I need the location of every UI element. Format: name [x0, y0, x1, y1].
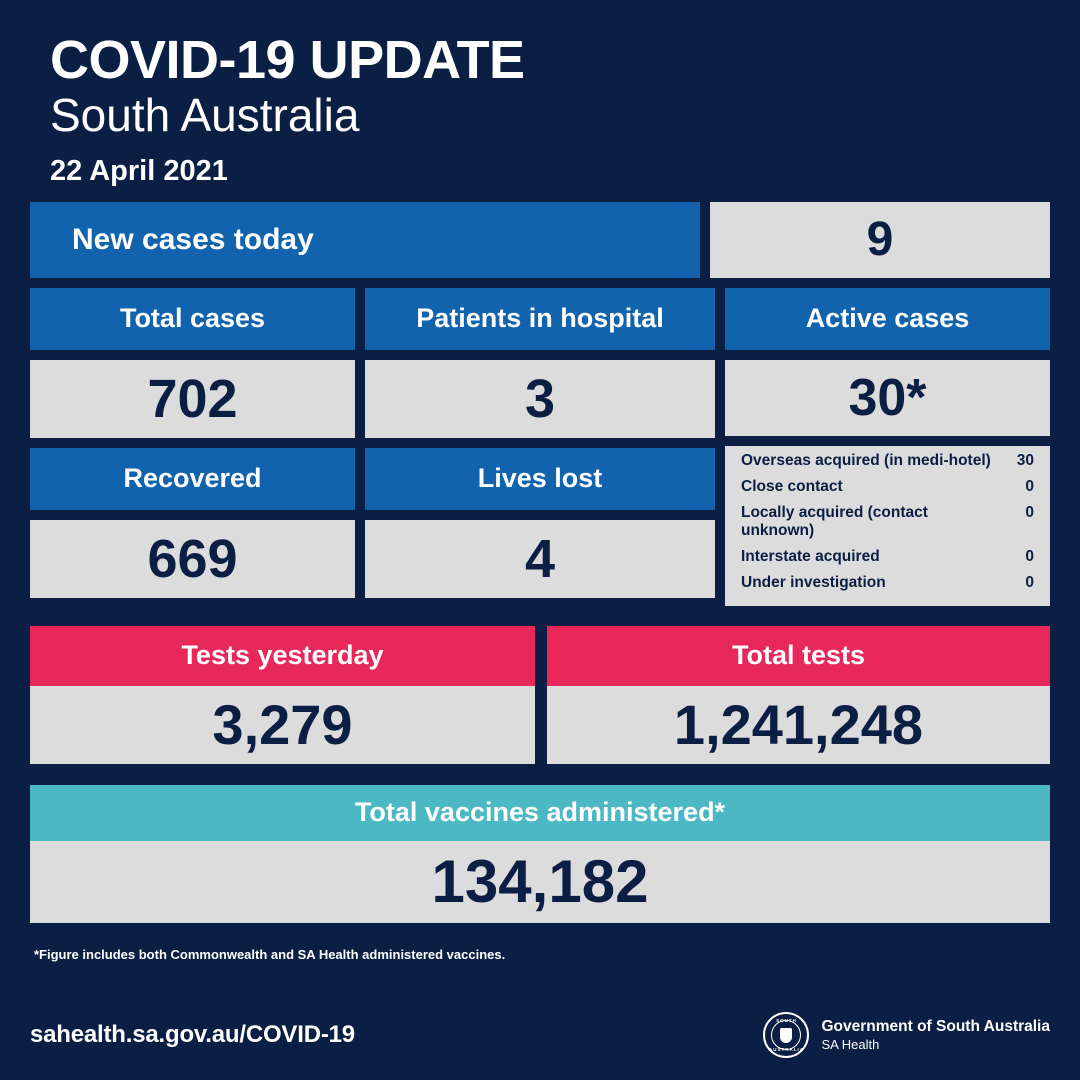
total-tests-label: Total tests: [547, 626, 1050, 686]
breakdown-row: [739, 544, 1036, 570]
total-tests-block: [547, 626, 1050, 764]
active-cases-label: Active cases: [725, 288, 1050, 350]
vaccines-block: [30, 785, 1050, 923]
patients-in-hospital-label: Patients in hospital: [365, 288, 715, 350]
column-active-cases: [725, 288, 1050, 606]
column-hospital-lives: [365, 288, 715, 606]
breakdown-label: Locally acquired (contact unknown): [741, 503, 928, 539]
website-url[interactable]: sahealth.sa.gov.au/COVID-19: [30, 1021, 355, 1048]
footnote: *Figure includes both Commonwealth and SA Health administered vaccines.: [34, 946, 506, 962]
breakdown-value: 0: [1025, 477, 1034, 495]
breakdown-value: 0: [1025, 573, 1034, 591]
brand-government-line: Government of South Australia: [821, 1018, 1050, 1036]
recovered-label: Recovered: [30, 448, 355, 510]
tests-block: [30, 626, 1050, 764]
crest-top-text: SOUTH: [776, 1018, 797, 1023]
new-cases-value: 9: [710, 202, 1050, 278]
patients-in-hospital-value: 3: [365, 360, 715, 438]
page-title: COVID-19 UPDATE: [50, 30, 525, 90]
breakdown-row: [739, 474, 1036, 500]
total-cases-label: Total cases: [30, 288, 355, 350]
new-cases-label: New cases today: [30, 202, 700, 278]
breakdown-label: Under investigation: [741, 573, 886, 591]
brand-sahealth-line: SA Health: [821, 1036, 880, 1052]
breakdown-value: 0: [1025, 547, 1034, 565]
breakdown-label: Close contact: [741, 477, 843, 495]
vaccines-value: 134,182: [30, 841, 1050, 923]
middle-stats-block: [30, 288, 1050, 606]
breakdown-label: Overseas acquired (in medi-hotel): [741, 451, 991, 469]
crest-inner-ring: [771, 1020, 801, 1050]
total-cases-value: 702: [30, 360, 355, 438]
lives-lost-value: 4: [365, 520, 715, 598]
footer: [30, 1012, 1050, 1058]
breakdown-row: [739, 448, 1036, 474]
recovered-value: 669: [30, 520, 355, 598]
tests-yesterday-value: 3,279: [30, 686, 535, 764]
sa-health-brand: [763, 1012, 1050, 1058]
crest-bottom-text: AUSTRALIA: [768, 1047, 804, 1052]
breakdown-label: Interstate acquired: [741, 547, 880, 565]
tests-yesterday-label: Tests yesterday: [30, 626, 535, 686]
total-tests-value: 1,241,248: [547, 686, 1050, 764]
breakdown-value: 0: [1025, 503, 1034, 521]
active-cases-value: 30*: [725, 360, 1050, 436]
tests-yesterday-block: [30, 626, 535, 764]
breakdown-row: [739, 570, 1036, 596]
report-date: 22 April 2021: [50, 154, 228, 187]
column-total-recovered: [30, 288, 355, 606]
breakdown-value: 30: [1016, 451, 1034, 469]
vaccines-label: Total vaccines administered*: [30, 785, 1050, 841]
header: [30, 0, 1050, 202]
stats-grid: [30, 202, 1050, 962]
lives-lost-label: Lives lost: [365, 448, 715, 510]
government-crest-icon: [763, 1012, 809, 1058]
crest-shield-shape: [780, 1028, 792, 1043]
active-cases-breakdown: [725, 446, 1050, 606]
brand-text: [821, 1017, 1050, 1053]
breakdown-row: [739, 500, 1036, 544]
new-cases-row: [30, 202, 1050, 278]
page-subtitle: South Australia: [50, 89, 360, 142]
